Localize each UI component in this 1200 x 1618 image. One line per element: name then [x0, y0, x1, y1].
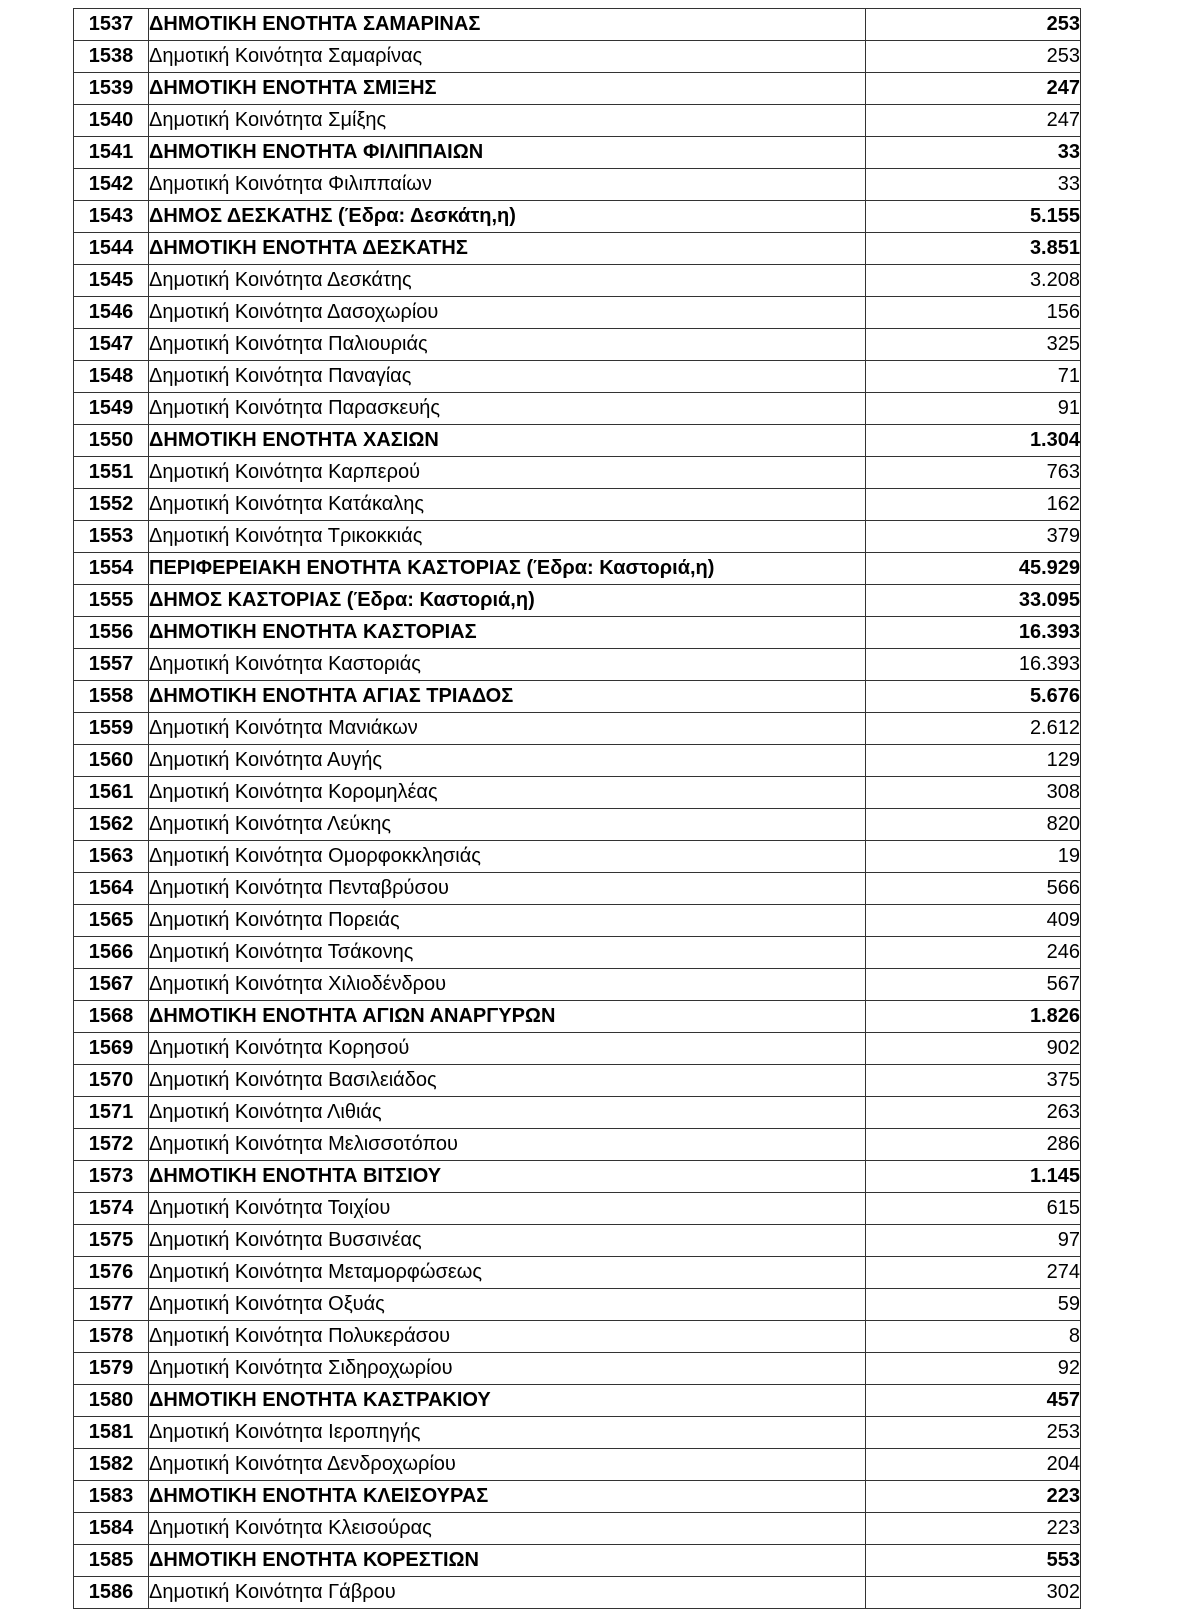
population-value: 567 — [866, 969, 1081, 1001]
population-value: 1.826 — [866, 1001, 1081, 1033]
population-value: 763 — [866, 457, 1081, 489]
row-number: 1556 — [74, 617, 149, 649]
row-number: 1575 — [74, 1225, 149, 1257]
population-value: 302 — [866, 1577, 1081, 1609]
area-name: Δημοτική Κοινότητα Πορειάς — [149, 905, 866, 937]
area-name: Δημοτική Κοινότητα Λιθιάς — [149, 1097, 866, 1129]
area-name: Δημοτική Κοινότητα Καρπερού — [149, 457, 866, 489]
table-row — [74, 969, 1081, 1001]
area-name: ΔΗΜΟΤΙΚΗ ΕΝΟΤΗΤΑ ΣΑΜΑΡΙΝΑΣ — [149, 9, 866, 41]
population-value: 2.612 — [866, 713, 1081, 745]
table-row — [74, 137, 1081, 169]
row-number: 1571 — [74, 1097, 149, 1129]
row-number: 1539 — [74, 73, 149, 105]
area-name: ΔΗΜΟΤΙΚΗ ΕΝΟΤΗΤΑ ΣΜΙΞΗΣ — [149, 73, 866, 105]
population-value: 253 — [866, 1417, 1081, 1449]
area-name: ΔΗΜΟΤΙΚΗ ΕΝΟΤΗΤΑ ΔΕΣΚΑΤΗΣ — [149, 233, 866, 265]
area-name: Δημοτική Κοινότητα Αυγής — [149, 745, 866, 777]
population-value: 5.676 — [866, 681, 1081, 713]
table-row — [74, 1033, 1081, 1065]
area-name: Δημοτική Κοινότητα Σαμαρίνας — [149, 41, 866, 73]
row-number: 1561 — [74, 777, 149, 809]
row-number: 1540 — [74, 105, 149, 137]
row-number: 1583 — [74, 1481, 149, 1513]
population-value: 286 — [866, 1129, 1081, 1161]
table-row — [74, 905, 1081, 937]
row-number: 1547 — [74, 329, 149, 361]
population-value: 129 — [866, 745, 1081, 777]
row-number: 1549 — [74, 393, 149, 425]
area-name: Δημοτική Κοινότητα Τρικοκκιάς — [149, 521, 866, 553]
area-name: Δημοτική Κοινότητα Μανιάκων — [149, 713, 866, 745]
area-name: Δημοτική Κοινότητα Δασοχωρίου — [149, 297, 866, 329]
table-row — [74, 73, 1081, 105]
area-name: Δημοτική Κοινότητα Ομορφοκκλησιάς — [149, 841, 866, 873]
population-value: 409 — [866, 905, 1081, 937]
population-value: 615 — [866, 1193, 1081, 1225]
population-value: 33 — [866, 169, 1081, 201]
row-number: 1570 — [74, 1065, 149, 1097]
population-value: 274 — [866, 1257, 1081, 1289]
document-page — [73, 8, 1080, 1609]
population-value: 16.393 — [866, 649, 1081, 681]
area-name: Δημοτική Κοινότητα Κλεισούρας — [149, 1513, 866, 1545]
table-row — [74, 1289, 1081, 1321]
area-name: ΠΕΡΙΦΕΡΕΙΑΚΗ ΕΝΟΤΗΤΑ ΚΑΣΤΟΡΙΑΣ (Έδρα: Καστοριά,η) — [149, 553, 866, 585]
table-row — [74, 1353, 1081, 1385]
row-number: 1584 — [74, 1513, 149, 1545]
population-value: 33 — [866, 137, 1081, 169]
table-row — [74, 1193, 1081, 1225]
population-value: 325 — [866, 329, 1081, 361]
table-row — [74, 553, 1081, 585]
table-row — [74, 425, 1081, 457]
population-value: 253 — [866, 41, 1081, 73]
row-number: 1548 — [74, 361, 149, 393]
table-row — [74, 937, 1081, 969]
row-number: 1557 — [74, 649, 149, 681]
table-row — [74, 1001, 1081, 1033]
population-value: 308 — [866, 777, 1081, 809]
population-value: 92 — [866, 1353, 1081, 1385]
area-name: Δημοτική Κοινότητα Πενταβρύσου — [149, 873, 866, 905]
table-row — [74, 1257, 1081, 1289]
area-name: Δημοτική Κοινότητα Μελισσοτόπου — [149, 1129, 866, 1161]
population-value: 247 — [866, 73, 1081, 105]
table-row — [74, 1321, 1081, 1353]
row-number: 1542 — [74, 169, 149, 201]
table-row — [74, 201, 1081, 233]
row-number: 1581 — [74, 1417, 149, 1449]
population-value: 16.393 — [866, 617, 1081, 649]
row-number: 1578 — [74, 1321, 149, 1353]
area-name: Δημοτική Κοινότητα Πολυκεράσου — [149, 1321, 866, 1353]
area-name: Δημοτική Κοινότητα Παναγίας — [149, 361, 866, 393]
table-row — [74, 1161, 1081, 1193]
table-row — [74, 713, 1081, 745]
area-name: ΔΗΜΟΤΙΚΗ ΕΝΟΤΗΤΑ ΚΟΡΕΣΤΙΩΝ — [149, 1545, 866, 1577]
row-number: 1553 — [74, 521, 149, 553]
area-name: Δημοτική Κοινότητα Χιλιοδένδρου — [149, 969, 866, 1001]
table-row — [74, 841, 1081, 873]
row-number: 1538 — [74, 41, 149, 73]
area-name: Δημοτική Κοινότητα Λεύκης — [149, 809, 866, 841]
population-value: 375 — [866, 1065, 1081, 1097]
population-value: 1.304 — [866, 425, 1081, 457]
row-number: 1585 — [74, 1545, 149, 1577]
area-name: Δημοτική Κοινότητα Οξυάς — [149, 1289, 866, 1321]
population-value: 97 — [866, 1225, 1081, 1257]
row-number: 1580 — [74, 1385, 149, 1417]
table-row — [74, 745, 1081, 777]
row-number: 1566 — [74, 937, 149, 969]
row-number: 1544 — [74, 233, 149, 265]
population-value: 223 — [866, 1513, 1081, 1545]
area-name: Δημοτική Κοινότητα Τσάκονης — [149, 937, 866, 969]
row-number: 1543 — [74, 201, 149, 233]
area-name: ΔΗΜΟΣ ΔΕΣΚΑΤΗΣ (Έδρα: Δεσκάτη,η) — [149, 201, 866, 233]
row-number: 1565 — [74, 905, 149, 937]
row-number: 1537 — [74, 9, 149, 41]
population-value: 1.145 — [866, 1161, 1081, 1193]
table-row — [74, 1385, 1081, 1417]
table-row — [74, 649, 1081, 681]
row-number: 1551 — [74, 457, 149, 489]
population-value: 253 — [866, 9, 1081, 41]
row-number: 1569 — [74, 1033, 149, 1065]
area-name: Δημοτική Κοινότητα Δεσκάτης — [149, 265, 866, 297]
table-row — [74, 329, 1081, 361]
area-name: Δημοτική Κοινότητα Ιεροπηγής — [149, 1417, 866, 1449]
population-value: 3.851 — [866, 233, 1081, 265]
row-number: 1558 — [74, 681, 149, 713]
table-body — [74, 9, 1081, 1609]
table-row — [74, 297, 1081, 329]
row-number: 1562 — [74, 809, 149, 841]
population-value: 45.929 — [866, 553, 1081, 585]
population-value: 3.208 — [866, 265, 1081, 297]
population-value: 263 — [866, 1097, 1081, 1129]
table-row — [74, 1545, 1081, 1577]
table-row — [74, 1225, 1081, 1257]
table-row — [74, 169, 1081, 201]
table-row — [74, 1449, 1081, 1481]
area-name: Δημοτική Κοινότητα Γάβρου — [149, 1577, 866, 1609]
table-row — [74, 1417, 1081, 1449]
population-value: 91 — [866, 393, 1081, 425]
population-value: 19 — [866, 841, 1081, 873]
row-number: 1576 — [74, 1257, 149, 1289]
population-value: 71 — [866, 361, 1081, 393]
row-number: 1545 — [74, 265, 149, 297]
area-name: Δημοτική Κοινότητα Σιδηροχωρίου — [149, 1353, 866, 1385]
population-value: 223 — [866, 1481, 1081, 1513]
row-number: 1563 — [74, 841, 149, 873]
table-row — [74, 393, 1081, 425]
area-name: Δημοτική Κοινότητα Κορομηλέας — [149, 777, 866, 809]
row-number: 1577 — [74, 1289, 149, 1321]
row-number: 1582 — [74, 1449, 149, 1481]
table-row — [74, 233, 1081, 265]
population-value: 247 — [866, 105, 1081, 137]
area-name: Δημοτική Κοινότητα Φιλιππαίων — [149, 169, 866, 201]
row-number: 1568 — [74, 1001, 149, 1033]
area-name: ΔΗΜΟΤΙΚΗ ΕΝΟΤΗΤΑ ΒΙΤΣΙΟΥ — [149, 1161, 866, 1193]
row-number: 1546 — [74, 297, 149, 329]
area-name: Δημοτική Κοινότητα Δενδροχωρίου — [149, 1449, 866, 1481]
area-name: Δημοτική Κοινότητα Σμίξης — [149, 105, 866, 137]
area-name: ΔΗΜΟΤΙΚΗ ΕΝΟΤΗΤΑ ΑΓΙΑΣ ΤΡΙΑΔΟΣ — [149, 681, 866, 713]
table-row — [74, 1577, 1081, 1609]
area-name: Δημοτική Κοινότητα Βυσσινέας — [149, 1225, 866, 1257]
table-row — [74, 777, 1081, 809]
population-value: 553 — [866, 1545, 1081, 1577]
area-name: Δημοτική Κοινότητα Παρασκευής — [149, 393, 866, 425]
row-number: 1579 — [74, 1353, 149, 1385]
table-row — [74, 1481, 1081, 1513]
area-name: Δημοτική Κοινότητα Κορησού — [149, 1033, 866, 1065]
area-name: Δημοτική Κοινότητα Καστοριάς — [149, 649, 866, 681]
table-row — [74, 361, 1081, 393]
population-table — [73, 8, 1081, 1609]
table-row — [74, 1065, 1081, 1097]
row-number: 1567 — [74, 969, 149, 1001]
row-number: 1550 — [74, 425, 149, 457]
table-row — [74, 489, 1081, 521]
row-number: 1559 — [74, 713, 149, 745]
population-value: 820 — [866, 809, 1081, 841]
table-row — [74, 1097, 1081, 1129]
population-value: 59 — [866, 1289, 1081, 1321]
area-name: ΔΗΜΟΣ ΚΑΣΤΟΡΙΑΣ (Έδρα: Καστοριά,η) — [149, 585, 866, 617]
population-value: 33.095 — [866, 585, 1081, 617]
row-number: 1586 — [74, 1577, 149, 1609]
area-name: ΔΗΜΟΤΙΚΗ ΕΝΟΤΗΤΑ ΚΛΕΙΣΟΥΡΑΣ — [149, 1481, 866, 1513]
row-number: 1564 — [74, 873, 149, 905]
population-value: 246 — [866, 937, 1081, 969]
table-row — [74, 457, 1081, 489]
row-number: 1574 — [74, 1193, 149, 1225]
population-value: 902 — [866, 1033, 1081, 1065]
population-value: 457 — [866, 1385, 1081, 1417]
area-name: ΔΗΜΟΤΙΚΗ ΕΝΟΤΗΤΑ ΚΑΣΤΟΡΙΑΣ — [149, 617, 866, 649]
row-number: 1572 — [74, 1129, 149, 1161]
table-row — [74, 265, 1081, 297]
table-row — [74, 617, 1081, 649]
population-value: 8 — [866, 1321, 1081, 1353]
table-row — [74, 1513, 1081, 1545]
area-name: Δημοτική Κοινότητα Βασιλειάδος — [149, 1065, 866, 1097]
row-number: 1555 — [74, 585, 149, 617]
table-row — [74, 585, 1081, 617]
table-row — [74, 681, 1081, 713]
row-number: 1560 — [74, 745, 149, 777]
population-value: 566 — [866, 873, 1081, 905]
table-row — [74, 809, 1081, 841]
table-row — [74, 521, 1081, 553]
row-number: 1573 — [74, 1161, 149, 1193]
area-name: Δημοτική Κοινότητα Κατάκαλης — [149, 489, 866, 521]
row-number: 1552 — [74, 489, 149, 521]
population-value: 5.155 — [866, 201, 1081, 233]
row-number: 1554 — [74, 553, 149, 585]
row-number: 1541 — [74, 137, 149, 169]
table-row — [74, 41, 1081, 73]
area-name: ΔΗΜΟΤΙΚΗ ΕΝΟΤΗΤΑ ΦΙΛΙΠΠΑΙΩΝ — [149, 137, 866, 169]
table-row — [74, 105, 1081, 137]
area-name: ΔΗΜΟΤΙΚΗ ΕΝΟΤΗΤΑ ΑΓΙΩΝ ΑΝΑΡΓΥΡΩΝ — [149, 1001, 866, 1033]
table-row — [74, 9, 1081, 41]
population-value: 204 — [866, 1449, 1081, 1481]
area-name: Δημοτική Κοινότητα Μεταμορφώσεως — [149, 1257, 866, 1289]
population-value: 156 — [866, 297, 1081, 329]
table-row — [74, 1129, 1081, 1161]
area-name: Δημοτική Κοινότητα Παλιουριάς — [149, 329, 866, 361]
table-row — [74, 873, 1081, 905]
area-name: ΔΗΜΟΤΙΚΗ ΕΝΟΤΗΤΑ ΧΑΣΙΩΝ — [149, 425, 866, 457]
area-name: Δημοτική Κοινότητα Τοιχίου — [149, 1193, 866, 1225]
area-name: ΔΗΜΟΤΙΚΗ ΕΝΟΤΗΤΑ ΚΑΣΤΡΑΚΙΟΥ — [149, 1385, 866, 1417]
population-value: 379 — [866, 521, 1081, 553]
population-value: 162 — [866, 489, 1081, 521]
